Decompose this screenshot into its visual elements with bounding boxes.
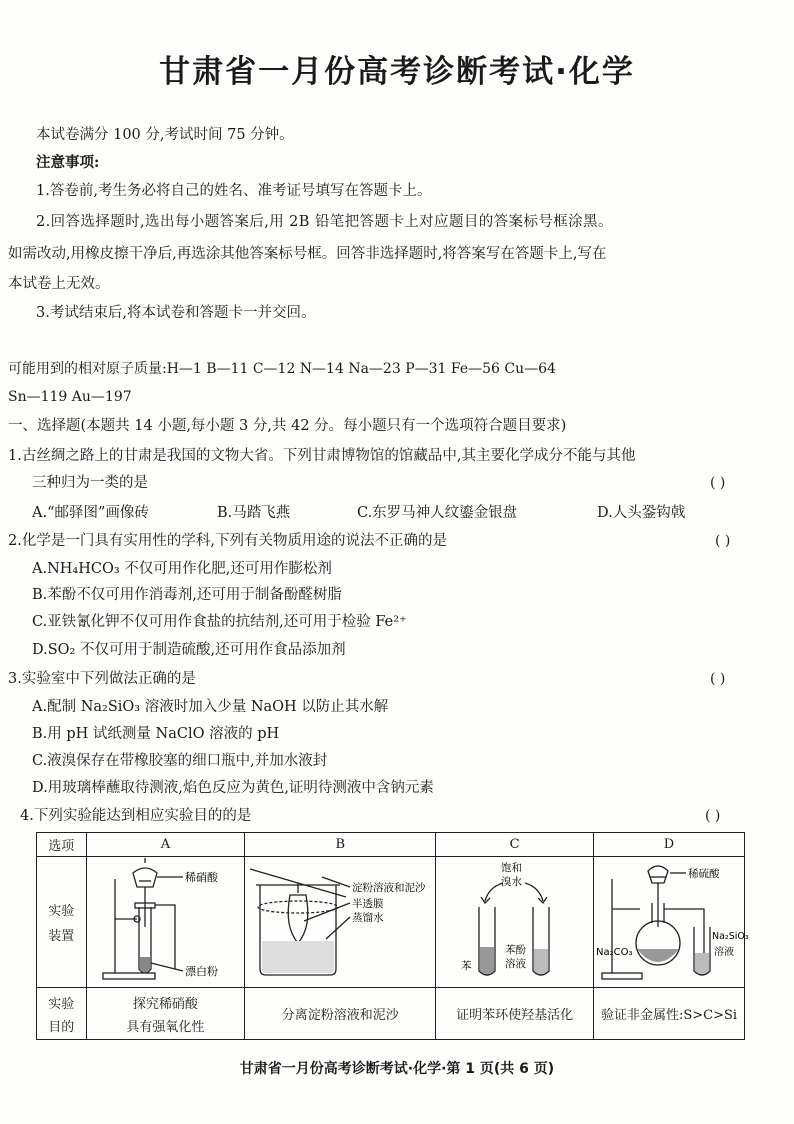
purpose-d: 验证非金属性:S>C>Si — [594, 988, 745, 1040]
q3-option-d: D.用玻璃棒蘸取待测液,焰色反应为黄色,证明待测液中含钠元素 — [32, 780, 434, 796]
svg-text:苯酚: 苯酚 — [505, 944, 527, 956]
svg-text:溶液: 溶液 — [505, 958, 527, 970]
q3-answer-bracket: ( ) — [710, 671, 726, 687]
q2-option-c: C.亚铁氰化钾不仅可用作食盐的抗结剂,还可用于检验 Fe²⁺ — [32, 614, 407, 630]
svg-text:Na₂SiO₃: Na₂SiO₃ — [712, 931, 749, 942]
purpose-row-label: 实验 目的 — [37, 988, 87, 1040]
q3-option-a: A.配制 Na₂SiO₃ 溶液时加入少量 NaOH 以防止其水解 — [32, 699, 389, 715]
q2-option-b: B.苯酚不仅可用作消毒剂,还可用于制备酚醛树脂 — [32, 587, 342, 603]
apparatus-row-label: 实验 装置 — [37, 857, 87, 988]
purpose-a: 探究稀硝酸 具有强氧化性 — [86, 988, 245, 1040]
apparatus-a-diagram — [87, 857, 243, 983]
experiment-table — [36, 832, 749, 1040]
q3-stem: 3.实验室中下列做法正确的是 — [8, 671, 196, 687]
apparatus-d — [594, 857, 749, 988]
svg-text:稀硝酸: 稀硝酸 — [185, 871, 219, 884]
q1-option-c: C.东罗马神人纹鎏金银盘 — [357, 505, 518, 521]
q4-answer-bracket: ( ) — [705, 808, 721, 824]
svg-text:饱和: 饱和 — [501, 862, 523, 874]
svg-text:Na₂CO₃: Na₂CO₃ — [596, 947, 633, 958]
svg-text:半透膜: 半透膜 — [352, 898, 384, 910]
q3-option-b: B.用 pH 试纸测量 NaClO 溶液的 pH — [32, 726, 280, 742]
q1-option-b: B.马踏飞燕 — [217, 505, 291, 521]
svg-text:蒸馏水: 蒸馏水 — [352, 912, 384, 924]
atomic-masses-cont: Sn—119 Au—197 — [8, 389, 132, 405]
q2-stem: 2.化学是一门具有实用性的学科,下列有关物质用途的说法不正确的是 — [8, 533, 447, 549]
q4-stem: 4.下列实验能达到相应实验目的的是 — [20, 808, 252, 824]
notice-2-end: 本试卷上无效。 — [8, 276, 110, 292]
header-option-label: 选项 — [37, 833, 87, 857]
atomic-masses: 可能用到的相对原子质量:H—1 B—11 C—12 N—14 Na—23 P—31 Fe—56 Cu—64 — [8, 361, 556, 377]
notice-3: 3.考试结束后,将本试卷和答题卡一并交回。 — [36, 305, 316, 321]
q1-stem: 1.古丝绸之路上的甘肃是我国的文物大省。下列甘肃博物馆的馆藏品中,其主要化学成分不能与其他 — [8, 448, 636, 464]
purpose-c: 证明苯环使羟基活化 — [436, 988, 594, 1040]
svg-text:淀粉溶液和泥沙: 淀粉溶液和泥沙 — [352, 882, 426, 894]
purpose-b: 分离淀粉溶液和泥沙 — [245, 988, 436, 1040]
page-title: 甘肃省一月份高考诊断考试·化学 — [159, 54, 635, 90]
svg-text:溴水: 溴水 — [501, 876, 523, 888]
apparatus-a — [86, 857, 245, 988]
q2-option-a: A.NH₄HCO₃ 不仅可用作化肥,还可用作膨松剂 — [32, 561, 332, 577]
apparatus-c-diagram — [437, 857, 592, 983]
apparatus-b — [245, 857, 436, 988]
apparatus-c — [436, 857, 594, 988]
notice-heading: 注意事项: — [36, 154, 100, 171]
q1-option-d: D.人头銎钩戟 — [597, 505, 686, 521]
table-header-row — [37, 833, 745, 857]
q1-stem-cont: 三种归为一类的是 — [32, 475, 148, 491]
header-a: A — [86, 833, 245, 857]
header-b: B — [245, 833, 436, 857]
q2-option-d: D.SO₂ 不仅可用于制造硫酸,还可用作食品添加剂 — [32, 642, 346, 658]
exam-info: 本试卷满分 100 分,考试时间 75 分钟。 — [36, 127, 294, 143]
svg-text:漂白粉: 漂白粉 — [185, 965, 219, 978]
apparatus-b-diagram — [246, 857, 434, 983]
notice-2-cont: 如需改动,用橡皮擦干净后,再选涂其他答案标号框。回答非选择题时,将答案写在答题卡上,写在 — [8, 246, 607, 262]
svg-text:稀硫酸: 稀硫酸 — [688, 868, 720, 880]
purpose-row — [37, 988, 745, 1040]
q1-option-a: A.“邮驿图”画像砖 — [32, 505, 149, 521]
q2-answer-bracket: ( ) — [715, 533, 731, 549]
apparatus-row — [37, 857, 745, 988]
notice-1: 1.答卷前,考生务必将自己的姓名、准考证号填写在答题卡上。 — [36, 183, 432, 199]
header-d: D — [594, 833, 745, 857]
svg-text:溶液: 溶液 — [714, 947, 734, 958]
notice-2: 2.回答选择题时,选出每小题答案后,用 2B 铅笔把答题卡上对应题目的答案标号框涂黑。 — [36, 214, 613, 230]
q3-option-c: C.液溴保存在带橡胶塞的细口瓶中,并加水液封 — [32, 753, 328, 769]
svg-text:苯: 苯 — [461, 960, 472, 972]
section-heading: 一、选择题(本题共 14 小题,每小题 3 分,共 42 分。每小题只有一个选项符合题目要求) — [8, 418, 567, 434]
q1-answer-bracket: ( ) — [710, 475, 726, 491]
page-footer: 甘肃省一月份高考诊断考试·化学·第 1 页(共 6 页) — [239, 1061, 555, 1077]
apparatus-d-diagram — [594, 857, 749, 983]
header-c: C — [436, 833, 594, 857]
